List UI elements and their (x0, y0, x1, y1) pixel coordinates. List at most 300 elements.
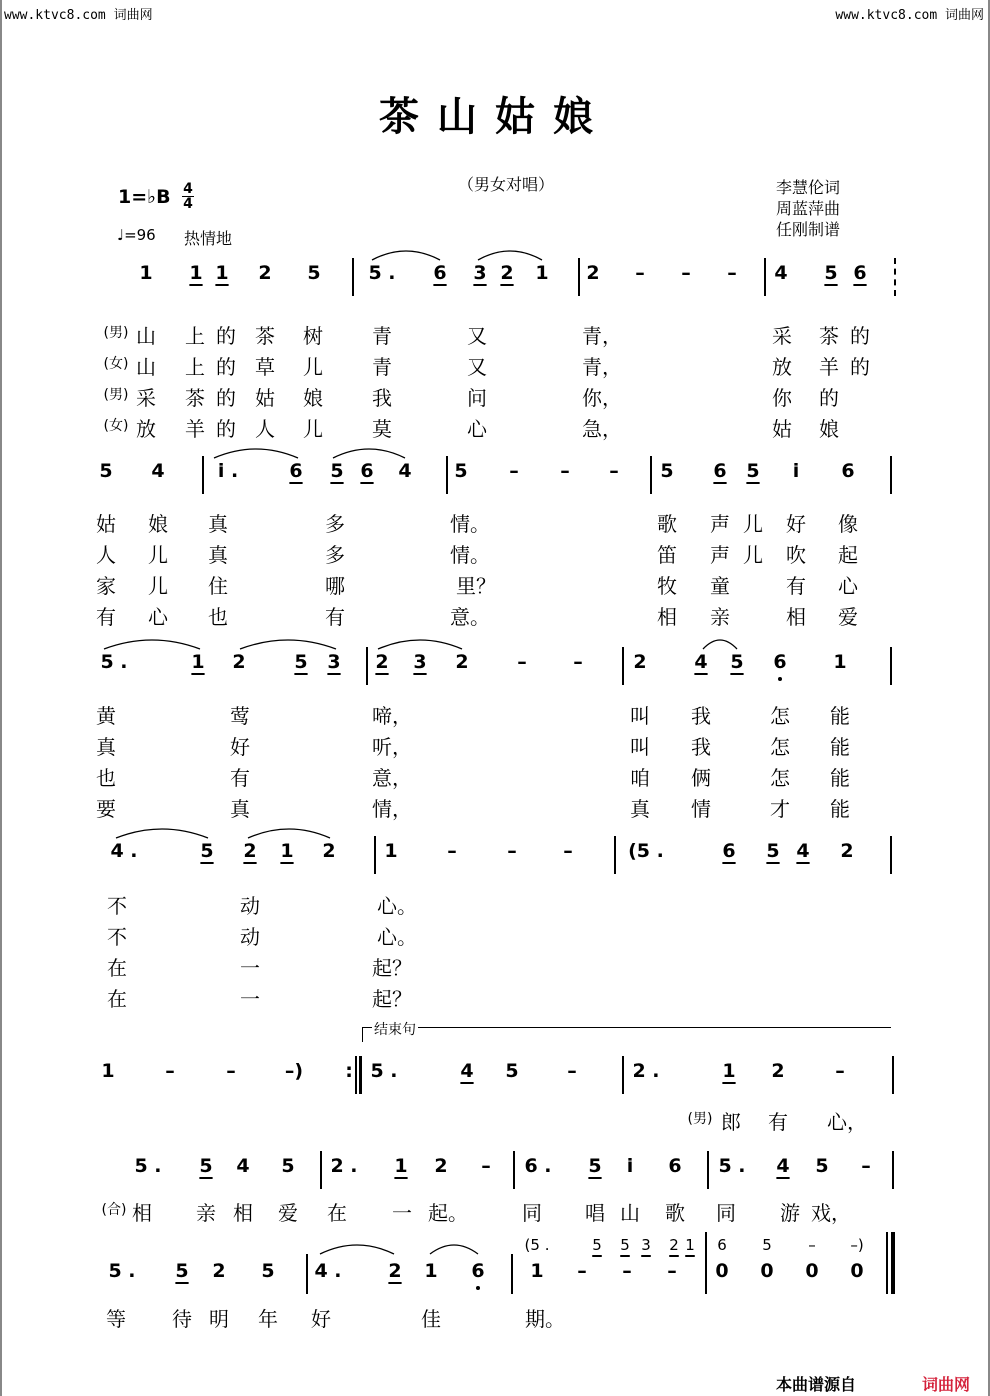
note: 4 (796, 840, 810, 862)
lyric: 情 (691, 797, 711, 821)
note: 5 . (134, 1155, 162, 1177)
note: 5 (505, 1060, 519, 1082)
note: 2 (771, 1060, 785, 1082)
note: 1 (424, 1260, 438, 1282)
note: 2 (455, 651, 469, 673)
lyric: 茶 (185, 386, 205, 410)
lyric: 爱 (278, 1201, 298, 1225)
lyric: 待 (172, 1307, 192, 1331)
lyric: 咱 (630, 766, 650, 790)
lyric: 也 (96, 766, 116, 790)
lyric: 放 (136, 417, 156, 441)
lyric: 娘 (303, 386, 323, 410)
lyric: 情。 (450, 512, 490, 536)
barline (707, 1151, 709, 1189)
lyric: 听， (372, 735, 412, 759)
note: 2 . (330, 1155, 358, 1177)
lyric: 相 (657, 605, 677, 629)
lyric: 姑 (772, 417, 792, 441)
singer-tag: (合) (101, 1202, 127, 1218)
barline (622, 647, 624, 685)
note: 5 (330, 460, 344, 482)
small-note: –) (850, 1236, 864, 1254)
lyric: 心 (838, 574, 858, 598)
note: 4 (460, 1060, 474, 1082)
slur (703, 637, 737, 651)
barline (446, 456, 448, 494)
lyric: 同 (716, 1201, 736, 1225)
lyric: 采 (772, 324, 792, 348)
lyric: 动 (240, 925, 260, 949)
repeat-sign: : (345, 1060, 353, 1082)
lyric: 上 (185, 324, 205, 348)
lyric: 怎 (770, 704, 790, 728)
lyric: 相 (132, 1201, 152, 1225)
singer-tag: (女) (103, 418, 129, 434)
lyric: 茶 (819, 324, 839, 348)
lyric: 叫 (630, 704, 650, 728)
lyric: 牧 (657, 574, 677, 598)
low-octave-dot (778, 677, 782, 681)
note: 2 (212, 1260, 226, 1282)
lyric: 青， (582, 324, 622, 348)
note: 5 (824, 262, 838, 284)
lyric: 唱 (585, 1201, 605, 1225)
lyric: 好 (311, 1307, 331, 1331)
lyric: 青 (372, 355, 392, 379)
lyric: 不 (107, 925, 127, 949)
note: (5 . (628, 840, 664, 862)
lyric: 真 (96, 735, 116, 759)
lyric: 起 (838, 543, 858, 567)
barline (892, 1056, 894, 1094)
singer-tag: (女) (103, 356, 129, 372)
note: 2 (633, 651, 647, 673)
lyric: 娘 (148, 512, 168, 536)
small-note: 2 (669, 1236, 679, 1254)
lyric: 多 (325, 512, 345, 536)
lyric: 好 (230, 735, 250, 759)
barline (578, 258, 580, 296)
slur (116, 826, 208, 840)
lyric: 动 (240, 894, 260, 918)
lyric: 真 (208, 543, 228, 567)
lyric: 我 (372, 386, 392, 410)
lyric: 儿 (148, 543, 168, 567)
lyric: 情。 (450, 543, 490, 567)
lyric: 青 (372, 324, 392, 348)
singer-tag: (男) (687, 1111, 713, 1127)
lyric: 真 (630, 797, 650, 821)
lyric: 在 (107, 956, 127, 980)
lyric: 树 (303, 324, 323, 348)
lyric: 娘 (819, 417, 839, 441)
lyric: 怎 (770, 735, 790, 759)
note: 6 (841, 460, 855, 482)
barline (650, 456, 652, 494)
lyric: 能 (830, 704, 850, 728)
lyric: 真 (230, 797, 250, 821)
lyric: 同 (522, 1201, 542, 1225)
barline (202, 456, 204, 494)
note: 2 (434, 1155, 448, 1177)
lyric: 在 (107, 987, 127, 1011)
lyric: 有 (96, 605, 116, 629)
ending-bracket (362, 1027, 891, 1042)
barline (764, 258, 766, 296)
slur (240, 637, 336, 651)
watermark-left: www.ktvc8.com 词曲网 (4, 8, 153, 23)
note: 2 (388, 1260, 402, 1282)
note: – (681, 262, 691, 284)
watermark-right: www.ktvc8.com 词曲网 (835, 8, 984, 23)
lyric: 亲 (196, 1201, 216, 1225)
brand-logo[interactable]: 词曲网 (922, 1375, 971, 1394)
lyric: 相 (233, 1201, 253, 1225)
note: 4 (774, 262, 788, 284)
singer-tag: (男) (103, 387, 129, 403)
note: 4 (398, 460, 412, 482)
note: 2 (840, 840, 854, 862)
note: 5 (766, 840, 780, 862)
note: – (563, 840, 573, 862)
barline (306, 1254, 308, 1294)
final-barline-thick (891, 1232, 895, 1294)
slur (430, 1242, 478, 1256)
note: i (626, 1155, 634, 1177)
lyric: 采 (136, 386, 156, 410)
note: – (509, 460, 519, 482)
note: 5 . (100, 651, 128, 673)
composer: 周蓝萍曲 (776, 199, 841, 218)
note: 5 . (108, 1260, 136, 1282)
lyric: 的 (216, 417, 236, 441)
note: 5 (261, 1260, 275, 1282)
lyric: 戏， (811, 1201, 851, 1225)
lyric: 姑 (255, 386, 275, 410)
note: 6 (360, 460, 374, 482)
low-octave-dot (476, 1286, 480, 1290)
note: – (560, 460, 570, 482)
lyric: 声 (710, 512, 730, 536)
note: 5 (730, 651, 744, 673)
barline (890, 836, 892, 874)
note: 5 (281, 1155, 295, 1177)
singer-tag: (男) (103, 325, 129, 341)
lyric: 青， (582, 355, 622, 379)
lyricist: 李慧伦词 (776, 178, 841, 197)
note: 6 (713, 460, 727, 482)
note: 5 (746, 460, 760, 482)
left-edge (0, 0, 2, 1396)
note: 6 (722, 840, 736, 862)
lyric: 上 (185, 355, 205, 379)
lyric: 放 (772, 355, 792, 379)
lyric: 人 (255, 417, 275, 441)
note: 3 (413, 651, 427, 673)
lyric: 也 (208, 605, 228, 629)
note: 1 (280, 840, 294, 862)
note: 3 (473, 262, 487, 284)
expression-mark: 热情地 (184, 229, 233, 248)
lyric: 又 (467, 355, 487, 379)
small-note: 6 (717, 1236, 727, 1254)
note: 5 (200, 840, 214, 862)
lyric: 有 (786, 574, 806, 598)
lyric: 能 (830, 797, 850, 821)
lyric: 儿 (743, 543, 763, 567)
lyric: 的 (850, 324, 870, 348)
lyric: 的 (819, 386, 839, 410)
note: 0 (760, 1260, 774, 1282)
lyric: 童 (710, 574, 730, 598)
small-note: (5 . (524, 1236, 550, 1254)
note: 5 (815, 1155, 829, 1177)
lyric: 山 (136, 324, 156, 348)
lyric: 吹 (786, 543, 806, 567)
lyric: 黄 (96, 704, 116, 728)
note: 4 (151, 460, 165, 482)
lyric: 起？ (372, 956, 412, 980)
small-note: 5 (620, 1236, 630, 1254)
lyric: 的 (850, 355, 870, 379)
note: 5 (588, 1155, 602, 1177)
barline (892, 1151, 894, 1189)
lyric: 山 (620, 1201, 640, 1225)
note: i . (217, 460, 239, 482)
note: 1 (139, 262, 153, 284)
lyric: 起。 (428, 1201, 468, 1225)
credits (776, 177, 840, 240)
note: 6 . (524, 1155, 552, 1177)
note: 5 . (718, 1155, 746, 1177)
note: 2 (375, 651, 389, 673)
barline (705, 1232, 707, 1294)
slur (104, 637, 200, 651)
slur (478, 248, 542, 262)
note: – (835, 1060, 845, 1082)
lyric: 人 (96, 543, 116, 567)
slur (372, 248, 440, 262)
lyric: 的 (216, 324, 236, 348)
barline (352, 258, 354, 296)
note: – (165, 1060, 175, 1082)
final-barline-thin (886, 1232, 888, 1294)
barline (511, 1254, 513, 1294)
note: – (507, 840, 517, 862)
note: 1 (101, 1060, 115, 1082)
note: – (667, 1260, 677, 1282)
note: 4 . (110, 840, 138, 862)
note: 2 (322, 840, 336, 862)
note: 4 (776, 1155, 790, 1177)
note: 1 (384, 840, 398, 862)
tempo-mark: ♩=96 (117, 226, 156, 244)
note: – (447, 840, 457, 862)
note: 5 (307, 262, 321, 284)
dashed-barline (894, 258, 896, 296)
note: 5 (99, 460, 113, 482)
note: 2 . (632, 1060, 660, 1082)
small-note: 1 (685, 1236, 695, 1254)
note: 0 (850, 1260, 864, 1282)
note: 6 (853, 262, 867, 284)
note: 1 (530, 1260, 544, 1282)
note: – (573, 651, 583, 673)
note: 2 (586, 262, 600, 284)
note: 5 (199, 1155, 213, 1177)
note: 6 (668, 1155, 682, 1177)
barline (614, 836, 616, 874)
lyric: 你， (582, 386, 622, 410)
slur (378, 637, 462, 651)
lyric: 有 (230, 766, 250, 790)
lyric: 儿 (303, 355, 323, 379)
lyric: 在 (327, 1201, 347, 1225)
time-signature: 4 4 (183, 181, 193, 212)
lyric: 莫 (372, 417, 392, 441)
lyric: 年 (258, 1307, 278, 1331)
lyric: 情， (372, 797, 412, 821)
lyric: 能 (830, 735, 850, 759)
note: 1 (191, 651, 205, 673)
lyric: 俩 (691, 766, 711, 790)
lyric: 心 (467, 417, 487, 441)
note: 5 (294, 651, 308, 673)
note: 6 (289, 460, 303, 482)
note: 2 (500, 262, 514, 284)
lyric: 莺 (230, 704, 250, 728)
slur (333, 446, 405, 460)
lyric: 要 (96, 797, 116, 821)
lyric: 笛 (657, 543, 677, 567)
note: – (517, 651, 527, 673)
note: – (577, 1260, 587, 1282)
lyric: 问 (467, 386, 487, 410)
note: – (567, 1060, 577, 1082)
lyric: 急， (582, 417, 622, 441)
barline (890, 456, 892, 494)
lyric: 儿 (743, 512, 763, 536)
lyric: 草 (255, 355, 275, 379)
note: 1 (215, 262, 229, 284)
note: 5 (175, 1260, 189, 1282)
lyric: 意。 (450, 605, 490, 629)
lyric: 多 (325, 543, 345, 567)
note: 4 . (314, 1260, 342, 1282)
note: 5 (660, 460, 674, 482)
note: 1 (394, 1155, 408, 1177)
lyric: 起？ (372, 987, 412, 1011)
note: 6 (773, 651, 787, 673)
lyric: 亲 (710, 605, 730, 629)
note: – (481, 1155, 491, 1177)
page-title: 茶山姑娘 (379, 93, 611, 140)
lyric: 心 (148, 605, 168, 629)
lyric: 明 (209, 1307, 229, 1331)
lyric: 家 (96, 574, 116, 598)
note: – (622, 1260, 632, 1282)
source-label: 本曲谱源自 (776, 1375, 857, 1394)
note: 1 (722, 1060, 736, 1082)
lyric: 真 (208, 512, 228, 536)
note: 4 (694, 651, 708, 673)
note: 1 (833, 651, 847, 673)
barline (355, 1056, 357, 1094)
lyric: 叫 (630, 735, 650, 759)
lyric: 的 (216, 355, 236, 379)
lyric: 姑 (96, 512, 116, 536)
barline-thick (359, 1056, 362, 1094)
lyric: 声 (710, 543, 730, 567)
barline (374, 836, 376, 874)
lyric: 怎 (770, 766, 790, 790)
arranger: 任刚制谱 (776, 220, 841, 239)
lyric: 有 (768, 1110, 788, 1134)
lyric: 又 (467, 324, 487, 348)
note: –) (284, 1060, 304, 1082)
slur (214, 446, 298, 460)
small-note: – (808, 1236, 816, 1254)
lyric: 的 (216, 386, 236, 410)
lyric: 相 (786, 605, 806, 629)
lyric: 才 (770, 797, 790, 821)
note: 6 (471, 1260, 485, 1282)
lyric: 我 (691, 735, 711, 759)
barline (890, 647, 892, 685)
note: – (609, 460, 619, 482)
lyric: 我 (691, 704, 711, 728)
lyric: 儿 (303, 417, 323, 441)
lyric: 心。 (377, 894, 417, 918)
lyric: 等 (106, 1307, 126, 1331)
barline (320, 1151, 322, 1189)
lyric: 一 (240, 956, 260, 980)
lyric: 像 (838, 512, 858, 536)
note: 6 (433, 262, 447, 284)
note: i (792, 460, 800, 482)
note: – (861, 1155, 871, 1177)
note: 5 (454, 460, 468, 482)
note: 2 (243, 840, 257, 862)
slur (248, 826, 330, 840)
note: 1 (535, 262, 549, 284)
note: 0 (805, 1260, 819, 1282)
lyric: 山 (136, 355, 156, 379)
barline (622, 1056, 624, 1094)
note: – (635, 262, 645, 284)
lyric: 啼， (372, 704, 412, 728)
lyric: 你 (772, 386, 792, 410)
note: 2 (258, 262, 272, 284)
note: 4 (236, 1155, 250, 1177)
small-note: 5 (762, 1236, 772, 1254)
lyric: 不 (107, 894, 127, 918)
small-note: 3 (641, 1236, 651, 1254)
ending-label: 结束句 (372, 1019, 418, 1039)
lyric: 能 (830, 766, 850, 790)
barline (513, 1151, 515, 1189)
note: – (226, 1060, 236, 1082)
lyric: 游 (780, 1201, 800, 1225)
lyric: 心。 (377, 925, 417, 949)
lyric: 好 (786, 512, 806, 536)
lyric: 有 (325, 605, 345, 629)
lyric: 茶 (255, 324, 275, 348)
lyric: 歌 (657, 512, 677, 536)
lyric: 里？ (456, 574, 496, 598)
slur (320, 1242, 394, 1256)
